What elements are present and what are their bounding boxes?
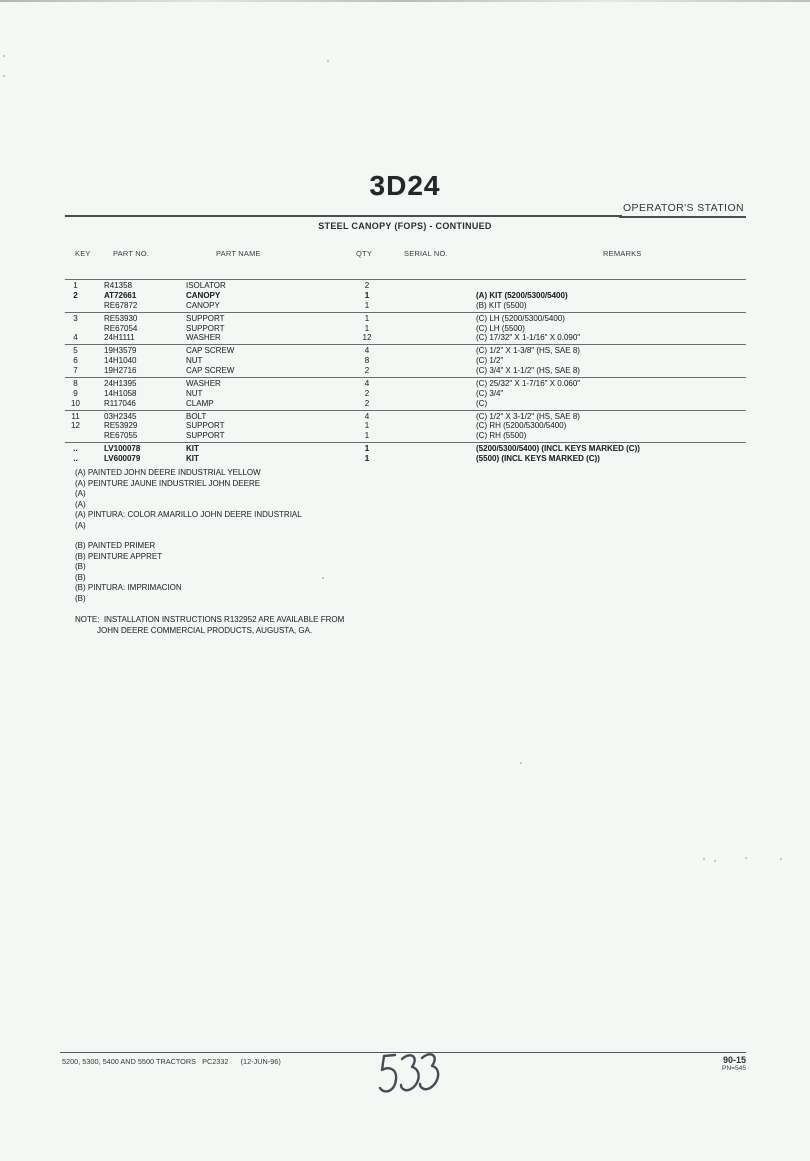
table-row xyxy=(65,300,746,310)
cell-remarks: (5200/5300/5400) (INCL KEYS MARKED (C)) xyxy=(476,444,640,454)
cell-qty: 1 xyxy=(364,323,370,333)
cell-qty: 4 xyxy=(364,346,370,356)
cell-qty: 2 xyxy=(364,388,370,398)
cell-part-name: KIT xyxy=(186,453,199,463)
column-header-part-name: PART NAME xyxy=(216,249,261,258)
footer-page-block xyxy=(722,1055,746,1072)
cell-part-no: 14H1058 xyxy=(104,388,137,398)
cell-key: .. xyxy=(73,444,78,454)
cell-key: 11 xyxy=(71,411,80,421)
cell-part-no: AT72661 xyxy=(104,290,137,300)
table-row xyxy=(65,442,746,453)
footer-model-info: 5200, 5300, 5400 AND 5500 TRACTORS PC2332 (12-JUN-96) xyxy=(62,1057,281,1066)
cell-part-name: NUT xyxy=(186,356,203,366)
table-row xyxy=(65,312,746,323)
cell-part-no: R41358 xyxy=(104,281,133,291)
installation-note-line1: NOTE: INSTALLATION INSTRUCTIONS R132952 ARE AVAILABLE FROM xyxy=(75,615,345,624)
cell-key: 9 xyxy=(73,388,78,398)
cell-part-no: 24H1111 xyxy=(104,333,135,343)
section-title: STEEL CANOPY (FOPS) - CONTINUED xyxy=(318,221,492,231)
cell-part-no: 14H1040 xyxy=(104,356,137,366)
cell-remarks: (C) 25/32" X 1-7/16" X 0.060" xyxy=(476,378,581,388)
scan-speck xyxy=(327,60,329,62)
cell-part-no: 03H2345 xyxy=(104,411,137,421)
note-line-a: (A) PINTURA: COLOR AMARILLO JOHN DEERE INDUSTRIAL xyxy=(75,510,302,519)
cell-remarks: (C) 1/2" X 3-1/2" (HS, SAE 8) xyxy=(476,411,580,421)
cell-key: 3 xyxy=(73,313,78,323)
cell-part-name: BOLT xyxy=(186,411,207,421)
cell-key: 2 xyxy=(73,290,78,300)
note-line-a: (A) xyxy=(75,499,86,509)
table-row xyxy=(65,279,746,290)
cell-key: 7 xyxy=(73,365,78,375)
parts-table xyxy=(65,277,746,463)
cell-qty: 4 xyxy=(364,378,370,388)
cell-remarks: (A) KIT (5200/5300/5400) xyxy=(476,290,568,300)
note-line-b: (B) PAINTED PRIMER xyxy=(75,541,156,550)
cell-qty: 8 xyxy=(364,356,370,366)
cell-part-name: WASHER xyxy=(186,378,221,388)
cell-remarks: (C) RH (5200/5300/5400) xyxy=(476,421,567,431)
table-row xyxy=(65,355,746,365)
cell-remarks: (C) 1/2" X 1-3/8" (HS, SAE 8) xyxy=(476,346,580,356)
cell-part-name: ISOLATOR xyxy=(186,281,226,291)
cell-key: 12 xyxy=(71,421,80,431)
cell-remarks: (C) 1/2" xyxy=(476,356,504,366)
cell-part-no: LV100078 xyxy=(104,444,141,454)
cell-part-no: 19H2716 xyxy=(104,365,137,375)
cell-part-name: CANOPY xyxy=(186,300,220,310)
spacer xyxy=(75,604,344,615)
cell-part-no: 19H3579 xyxy=(104,346,137,356)
column-header-key: KEY xyxy=(75,249,91,258)
notes-section xyxy=(75,468,344,636)
column-header-remarks: REMARKS xyxy=(603,249,642,258)
cell-key: .. xyxy=(73,453,78,463)
note-line-a: (A) PAINTED JOHN DEERE INDUSTRIAL YELLOW xyxy=(75,468,261,477)
cell-qty: 1 xyxy=(364,290,370,300)
cell-part-no: 24H1395 xyxy=(104,378,137,388)
cell-key: 8 xyxy=(73,378,78,388)
cell-remarks: (B) KIT (5500) xyxy=(476,300,527,310)
column-header-qty: QTY xyxy=(356,249,373,258)
footer-pn: PN=545 xyxy=(721,1065,746,1072)
table-row xyxy=(65,388,746,398)
cell-key: 6 xyxy=(73,356,78,366)
column-header-part-no: PART NO. xyxy=(113,249,150,258)
note-line-b: (B) PINTURA: IMPRIMACION xyxy=(75,583,182,592)
cell-qty: 1 xyxy=(364,313,370,323)
note-line-b: (B) xyxy=(75,593,86,603)
cell-qty: 2 xyxy=(364,365,370,375)
cell-qty: 12 xyxy=(362,333,372,343)
cell-qty: 1 xyxy=(364,444,370,454)
cell-part-no: LV600079 xyxy=(104,453,141,463)
column-header-serial-no: SERIAL NO. xyxy=(404,249,448,258)
scan-edge-artifact xyxy=(0,0,810,2)
cell-remarks: (C) xyxy=(476,398,488,408)
page-title: 3D24 xyxy=(369,170,441,201)
table-row xyxy=(65,323,746,333)
cell-qty: 2 xyxy=(364,398,370,408)
cell-part-name: CAP SCREW xyxy=(186,346,235,356)
footer-page-ref: 90-15 xyxy=(722,1055,746,1065)
cell-part-no: RE53930 xyxy=(104,313,138,323)
cell-part-name: CLAMP xyxy=(186,398,214,408)
table-row xyxy=(65,377,746,388)
cell-part-name: WASHER xyxy=(186,333,221,343)
cell-part-name: CANOPY xyxy=(186,290,221,300)
handwritten-page-number xyxy=(378,1050,440,1100)
cell-remarks: (5500) (INCL KEYS MARKED (C)) xyxy=(476,453,600,463)
cell-key: 5 xyxy=(73,346,78,356)
scan-speck xyxy=(520,762,522,764)
scan-speck xyxy=(780,858,782,860)
scan-speck xyxy=(3,55,5,57)
cell-part-no: RE67872 xyxy=(104,300,138,310)
table-row xyxy=(65,344,746,355)
cell-key: 4 xyxy=(73,333,78,343)
note-line-a: (A) PEINTURE JAUNE INDUSTRIEL JOHN DEERE xyxy=(75,478,261,488)
header-rule xyxy=(65,215,622,217)
cell-qty: 4 xyxy=(364,411,370,421)
scan-speck xyxy=(714,860,716,862)
cell-remarks: (C) 17/32" X 1-1/16" X 0.090" xyxy=(476,333,581,343)
cell-part-name: KIT xyxy=(186,444,199,454)
cell-part-no: R117046 xyxy=(104,398,136,408)
scan-speck xyxy=(703,858,705,860)
cell-part-name: CAP SCREW xyxy=(186,365,235,375)
spacer xyxy=(75,531,344,541)
installation-note-line2: JOHN DEERE COMMERCIAL PRODUCTS, AUGUSTA, GA. xyxy=(97,625,313,635)
table-row xyxy=(65,420,746,430)
cell-remarks: (C) RH (5500) xyxy=(476,431,527,441)
cell-part-no: RE53929 xyxy=(104,421,138,431)
cell-part-name: SUPPORT xyxy=(186,421,225,431)
cell-part-name: SUPPORT xyxy=(186,323,225,333)
cell-qty: 2 xyxy=(364,281,370,291)
table-row xyxy=(65,398,746,408)
note-line-b: (B) PEINTURE APPRET xyxy=(75,551,163,561)
station-label: OPERATOR'S STATION xyxy=(619,202,746,218)
table-row xyxy=(65,410,746,421)
table-row xyxy=(65,453,746,463)
cell-remarks: (C) 3/4" xyxy=(476,388,504,398)
cell-remarks: (C) 3/4" X 1-1/2" (HS, SAE 8) xyxy=(476,365,580,375)
cell-remarks: (C) LH (5200/5300/5400) xyxy=(476,313,565,323)
note-line-a: (A) xyxy=(75,520,86,530)
scan-speck xyxy=(3,75,5,77)
table-row xyxy=(65,430,746,440)
cell-qty: 1 xyxy=(364,421,370,431)
scan-speck xyxy=(745,857,747,859)
cell-key: 1 xyxy=(73,281,78,291)
table-row xyxy=(65,290,746,300)
note-line-b: (B) xyxy=(75,572,86,582)
cell-qty: 1 xyxy=(364,431,370,441)
cell-key: 10 xyxy=(71,398,80,408)
cell-qty: 1 xyxy=(364,300,370,310)
note-line-a: (A) xyxy=(75,489,86,498)
cell-part-name: SUPPORT xyxy=(186,313,225,323)
cell-qty: 1 xyxy=(364,453,370,463)
cell-part-no: RE67054 xyxy=(104,323,138,333)
cell-part-name: NUT xyxy=(186,388,203,398)
cell-remarks: (C) LH (5500) xyxy=(476,323,525,333)
cell-part-name: SUPPORT xyxy=(186,431,225,441)
table-row xyxy=(65,365,746,375)
note-line-b: (B) xyxy=(75,562,86,571)
cell-part-no: RE67055 xyxy=(104,431,138,441)
table-row xyxy=(65,332,746,342)
